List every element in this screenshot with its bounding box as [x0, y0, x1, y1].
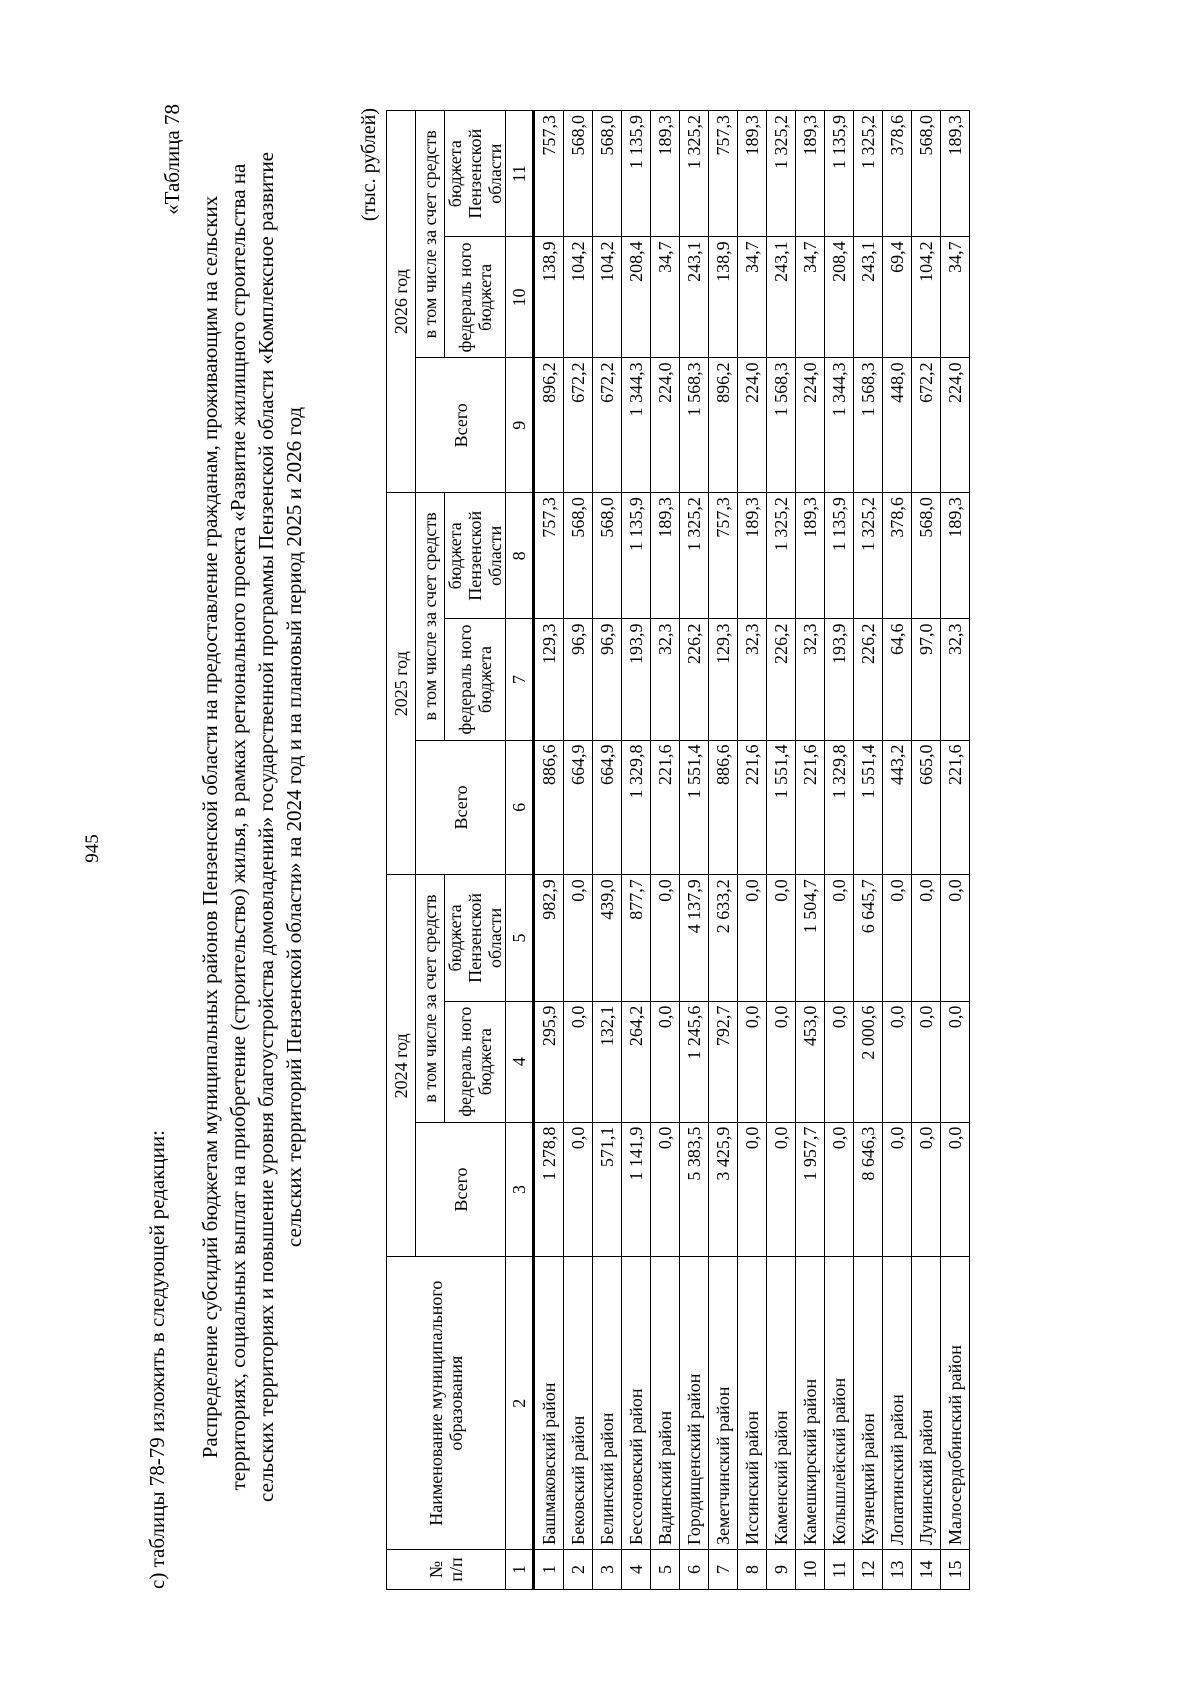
amount-cell: 34,7 — [796, 237, 825, 358]
amount-cell: 34,7 — [738, 237, 767, 358]
amount-cell: 243,1 — [680, 237, 709, 358]
amount-cell: 2 000,6 — [854, 1001, 883, 1122]
amount-cell: 104,2 — [564, 237, 593, 358]
header-including-2024: в том числе за счет средств — [416, 875, 445, 1122]
amount-cell: 665,0 — [912, 740, 941, 875]
amount-cell: 877,7 — [622, 875, 651, 1001]
district-name: Вадинский район — [651, 1257, 680, 1550]
header-regional-2024: бюджета Пензенской области — [445, 875, 506, 1001]
amount-cell: 568,0 — [912, 493, 941, 619]
amount-cell: 1 329,8 — [622, 740, 651, 875]
amount-cell: 0,0 — [912, 1122, 941, 1257]
district-name: Колышлейский район — [825, 1257, 854, 1550]
amount-cell: 69,4 — [883, 237, 912, 358]
header-year-2026: 2026 год — [387, 111, 416, 493]
table-title: Распределение субсидий бюджетам муниципальных районов Пензенской области на предоставление гражданам, проживающим на сельских территориях, социальных выплат на приобретение (строительство) жилья, в рамках регионального проекта «Развитие жилищного строительства на сельских территориях и повышение уровня благоустройства домовладений» государственной программы Пензенской области «Комплексное развитие сельских территорий Пензенской области» на 2024 год и на плановый период 2025 и 2026 год — [198, 152, 306, 1502]
amount-cell: 453,0 — [796, 1001, 825, 1122]
amount-cell: 32,3 — [941, 619, 970, 740]
amount-cell: 193,9 — [622, 619, 651, 740]
table-row — [883, 111, 912, 1590]
table-body — [534, 111, 970, 1590]
amount-cell: 886,6 — [534, 740, 564, 875]
column-number: 7 — [506, 619, 534, 740]
amount-cell: 1 957,7 — [796, 1122, 825, 1257]
amount-cell: 896,2 — [534, 358, 564, 493]
amount-cell: 129,3 — [534, 619, 564, 740]
header-including-2026: в том числе за счет средств — [416, 111, 445, 358]
amount-cell: 1 141,9 — [622, 1122, 651, 1257]
column-number: 3 — [506, 1122, 534, 1257]
district-name: Бессоновский район — [622, 1257, 651, 1550]
amount-cell: 96,9 — [593, 619, 622, 740]
amount-cell: 64,6 — [883, 619, 912, 740]
amount-cell: 224,0 — [941, 358, 970, 493]
row-number: 2 — [564, 1550, 593, 1590]
amount-cell: 0,0 — [941, 875, 970, 1001]
amount-cell: 571,1 — [593, 1122, 622, 1257]
amount-cell: 221,6 — [738, 740, 767, 875]
amount-cell: 0,0 — [912, 875, 941, 1001]
amount-cell: 0,0 — [564, 1122, 593, 1257]
column-number: 6 — [506, 740, 534, 875]
table-row — [941, 111, 970, 1590]
amount-cell: 295,9 — [534, 1001, 564, 1122]
amount-cell: 189,3 — [651, 111, 680, 237]
amount-cell: 439,0 — [593, 875, 622, 1001]
amount-cell: 0,0 — [941, 1122, 970, 1257]
amount-cell: 97,0 — [912, 619, 941, 740]
amount-cell: 568,0 — [912, 111, 941, 237]
amount-cell: 0,0 — [883, 1001, 912, 1122]
table-row — [912, 111, 941, 1590]
amount-cell: 1 568,3 — [767, 358, 796, 493]
row-number: 6 — [680, 1550, 709, 1590]
table-row — [680, 111, 709, 1590]
table-label: «Таблица 78 — [160, 104, 184, 215]
amount-cell: 672,2 — [564, 358, 593, 493]
row-number: 13 — [883, 1550, 912, 1590]
amount-cell: 32,3 — [796, 619, 825, 740]
subsidy-table — [386, 110, 970, 1590]
amount-cell: 1 568,3 — [680, 358, 709, 493]
amount-cell: 664,9 — [593, 740, 622, 875]
row-number: 7 — [709, 1550, 738, 1590]
district-name: Малосердобинский район — [941, 1257, 970, 1550]
row-number: 5 — [651, 1550, 680, 1590]
unit-note: (тыс. рублей) — [358, 108, 380, 222]
amount-cell: 1 325,2 — [854, 111, 883, 237]
table-row — [622, 111, 651, 1590]
amount-cell: 448,0 — [883, 358, 912, 493]
amount-cell: 886,6 — [709, 740, 738, 875]
row-number: 8 — [738, 1550, 767, 1590]
amount-cell: 1 135,9 — [622, 111, 651, 237]
amount-cell: 0,0 — [564, 1001, 593, 1122]
amount-cell: 8 646,3 — [854, 1122, 883, 1257]
amount-cell: 568,0 — [593, 111, 622, 237]
amount-cell: 1 135,9 — [825, 493, 854, 619]
row-number: 4 — [622, 1550, 651, 1590]
amount-cell: 189,3 — [738, 111, 767, 237]
header-regional-2025: бюджета Пензенской области — [445, 493, 506, 619]
amount-cell: 1 344,3 — [622, 358, 651, 493]
amount-cell: 0,0 — [883, 875, 912, 1001]
table-row — [796, 111, 825, 1590]
amount-cell: 189,3 — [796, 493, 825, 619]
amount-cell: 0,0 — [912, 1001, 941, 1122]
table-row — [854, 111, 883, 1590]
amount-cell: 189,3 — [738, 493, 767, 619]
amount-cell: 193,9 — [825, 619, 854, 740]
row-number: 11 — [825, 1550, 854, 1590]
amount-cell: 757,3 — [709, 111, 738, 237]
district-name: Лопатинский район — [883, 1257, 912, 1550]
amount-cell: 1 325,2 — [680, 493, 709, 619]
amount-cell: 208,4 — [622, 237, 651, 358]
district-name: Кузнецкий район — [854, 1257, 883, 1550]
amount-cell: 226,2 — [767, 619, 796, 740]
header-federal-2026: федераль ного бюджета — [445, 237, 506, 358]
amount-cell: 0,0 — [767, 1001, 796, 1122]
header-federal-2025: федераль ного бюджета — [445, 619, 506, 740]
table-row — [564, 111, 593, 1590]
amount-cell: 5 383,5 — [680, 1122, 709, 1257]
amount-cell: 1 551,4 — [680, 740, 709, 875]
amount-cell: 792,7 — [709, 1001, 738, 1122]
amount-cell: 132,1 — [593, 1001, 622, 1122]
amount-cell: 0,0 — [825, 875, 854, 1001]
header-federal-2024: федераль ного бюджета — [445, 1001, 506, 1122]
amount-cell: 378,6 — [883, 111, 912, 237]
amount-cell: 34,7 — [651, 237, 680, 358]
page-number: 945 — [82, 834, 103, 863]
amount-cell: 189,3 — [941, 493, 970, 619]
table-row — [534, 111, 564, 1590]
amount-cell: 0,0 — [651, 1001, 680, 1122]
amount-cell: 243,1 — [854, 237, 883, 358]
column-number-row — [506, 111, 534, 1590]
amount-cell: 568,0 — [564, 493, 593, 619]
amount-cell: 1 135,9 — [825, 111, 854, 237]
amount-cell: 226,2 — [854, 619, 883, 740]
amount-cell: 0,0 — [651, 1122, 680, 1257]
amount-cell: 0,0 — [738, 1122, 767, 1257]
amount-cell: 3 425,9 — [709, 1122, 738, 1257]
header-name: Наименование муниципального образования — [387, 1257, 506, 1550]
amount-cell: 0,0 — [825, 1001, 854, 1122]
district-name: Иссинский район — [738, 1257, 767, 1550]
amount-cell: 0,0 — [564, 875, 593, 1001]
amount-cell: 0,0 — [651, 875, 680, 1001]
header-total-2024: Всего — [416, 1122, 506, 1257]
table-row — [593, 111, 622, 1590]
amount-cell: 34,7 — [941, 237, 970, 358]
amount-cell: 1 325,2 — [767, 493, 796, 619]
column-number: 1 — [506, 1550, 534, 1590]
amount-cell: 672,2 — [593, 358, 622, 493]
amount-cell: 982,9 — [534, 875, 564, 1001]
district-name: Каменский район — [767, 1257, 796, 1550]
table-row — [825, 111, 854, 1590]
district-name: Городищенский район — [680, 1257, 709, 1550]
amount-cell: 1 325,2 — [767, 111, 796, 237]
amount-cell: 224,0 — [738, 358, 767, 493]
row-number: 9 — [767, 1550, 796, 1590]
amount-cell: 96,9 — [564, 619, 593, 740]
amount-cell: 1 344,3 — [825, 358, 854, 493]
header-including-2025: в том числе за счет средств — [416, 493, 445, 740]
amount-cell: 264,2 — [622, 1001, 651, 1122]
row-number: 15 — [941, 1550, 970, 1590]
amount-cell: 1 551,4 — [767, 740, 796, 875]
amount-cell: 1 325,2 — [854, 493, 883, 619]
header-num: № п/п — [387, 1550, 506, 1590]
row-number: 12 — [854, 1550, 883, 1590]
amount-cell: 221,6 — [796, 740, 825, 875]
column-number: 2 — [506, 1257, 534, 1550]
amount-cell: 0,0 — [767, 875, 796, 1001]
column-number: 8 — [506, 493, 534, 619]
district-name: Лунинский район — [912, 1257, 941, 1550]
amount-cell: 129,3 — [709, 619, 738, 740]
amount-cell: 1 245,6 — [680, 1001, 709, 1122]
amount-cell: 4 137,9 — [680, 875, 709, 1001]
amount-cell: 226,2 — [680, 619, 709, 740]
amount-cell: 1 329,8 — [825, 740, 854, 875]
amount-cell: 568,0 — [593, 493, 622, 619]
amount-cell: 378,6 — [883, 493, 912, 619]
amount-cell: 224,0 — [796, 358, 825, 493]
amount-cell: 6 645,7 — [854, 875, 883, 1001]
table-row — [709, 111, 738, 1590]
amount-cell: 0,0 — [941, 1001, 970, 1122]
column-number: 11 — [506, 111, 534, 237]
amount-cell: 1 568,3 — [854, 358, 883, 493]
amount-cell: 0,0 — [738, 875, 767, 1001]
table-row — [651, 111, 680, 1590]
amount-cell: 896,2 — [709, 358, 738, 493]
amount-cell: 1 135,9 — [622, 493, 651, 619]
amount-cell: 32,3 — [738, 619, 767, 740]
amount-cell: 0,0 — [767, 1122, 796, 1257]
amount-cell: 757,3 — [534, 111, 564, 237]
amount-cell: 224,0 — [651, 358, 680, 493]
amount-cell: 189,3 — [941, 111, 970, 237]
district-name: Бековский район — [564, 1257, 593, 1550]
district-name: Камешкирский район — [796, 1257, 825, 1550]
amount-cell: 104,2 — [912, 237, 941, 358]
amount-cell: 0,0 — [883, 1122, 912, 1257]
amount-cell: 1 278,8 — [534, 1122, 564, 1257]
column-number: 10 — [506, 237, 534, 358]
column-number: 4 — [506, 1001, 534, 1122]
column-number: 9 — [506, 358, 534, 493]
row-number: 3 — [593, 1550, 622, 1590]
amount-cell: 221,6 — [651, 740, 680, 875]
amount-cell: 138,9 — [709, 237, 738, 358]
amount-cell: 757,3 — [709, 493, 738, 619]
column-number: 5 — [506, 875, 534, 1001]
table-row — [738, 111, 767, 1590]
amount-cell: 189,3 — [796, 111, 825, 237]
header-total-2026: Всего — [416, 358, 506, 493]
header-year-2024: 2024 год — [387, 875, 416, 1257]
amount-cell: 32,3 — [651, 619, 680, 740]
district-name: Башмаковский район — [534, 1257, 564, 1550]
amount-cell: 672,2 — [912, 358, 941, 493]
district-name: Белинский район — [593, 1257, 622, 1550]
amount-cell: 0,0 — [738, 1001, 767, 1122]
amount-cell: 664,9 — [564, 740, 593, 875]
intro-text: с) таблицы 78-79 изложить в следующей редакции: — [145, 1130, 169, 1589]
header-regional-2026: бюджета Пензенской области — [445, 111, 506, 237]
row-number: 14 — [912, 1550, 941, 1590]
table-row — [767, 111, 796, 1590]
amount-cell: 208,4 — [825, 237, 854, 358]
amount-cell: 138,9 — [534, 237, 564, 358]
amount-cell: 1 325,2 — [680, 111, 709, 237]
amount-cell: 104,2 — [593, 237, 622, 358]
amount-cell: 243,1 — [767, 237, 796, 358]
amount-cell: 1 551,4 — [854, 740, 883, 875]
amount-cell: 568,0 — [564, 111, 593, 237]
amount-cell: 443,2 — [883, 740, 912, 875]
header-total-2025: Всего — [416, 740, 506, 875]
amount-cell: 2 633,2 — [709, 875, 738, 1001]
amount-cell: 1 504,7 — [796, 875, 825, 1001]
header-year-2025: 2025 год — [387, 493, 416, 875]
district-name: Земетчинский район — [709, 1257, 738, 1550]
amount-cell: 221,6 — [941, 740, 970, 875]
amount-cell: 757,3 — [534, 493, 564, 619]
amount-cell: 0,0 — [825, 1122, 854, 1257]
row-number: 1 — [534, 1550, 564, 1590]
amount-cell: 189,3 — [651, 493, 680, 619]
row-number: 10 — [796, 1550, 825, 1590]
